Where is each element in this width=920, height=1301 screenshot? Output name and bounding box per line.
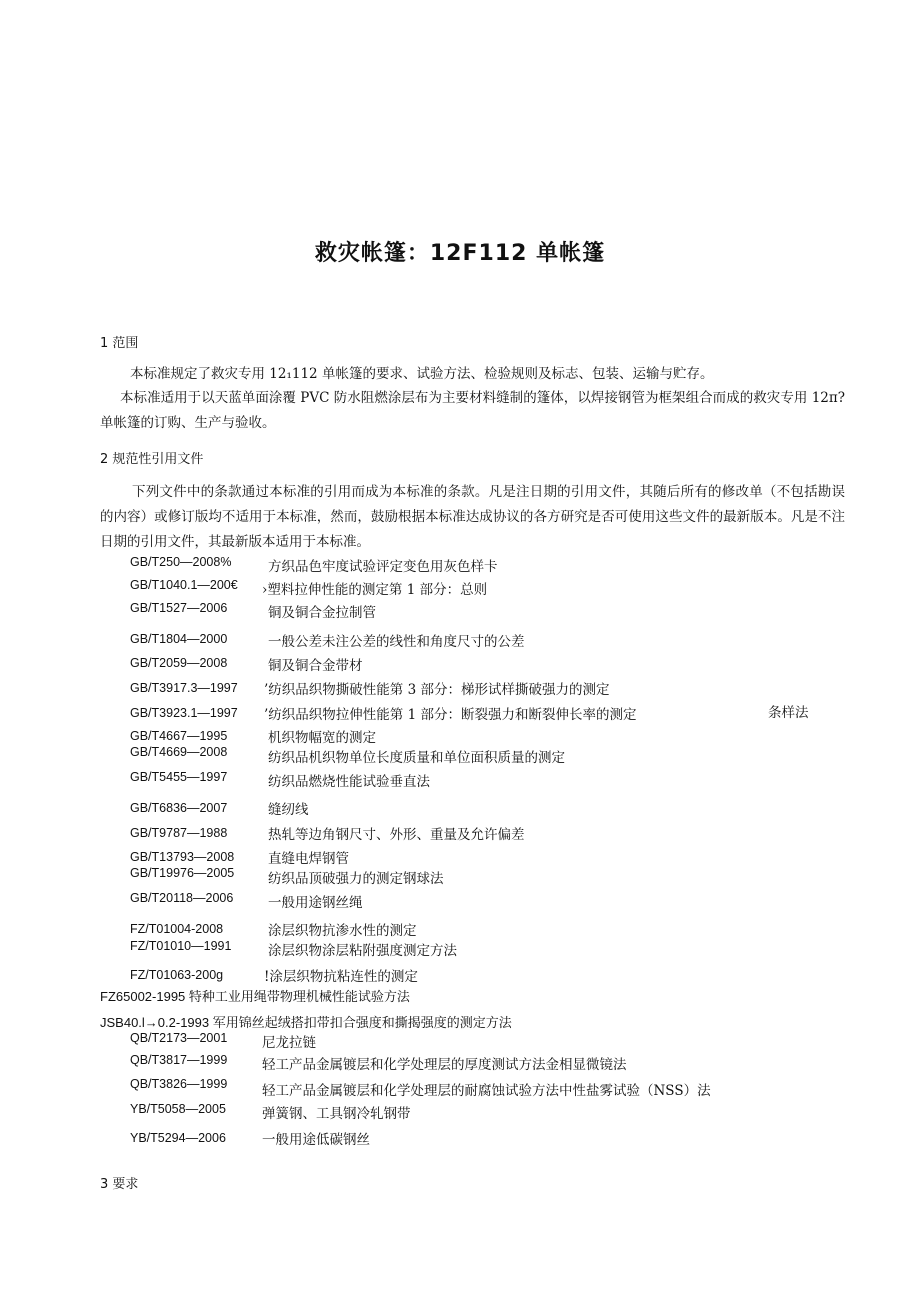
reference-title: 铜及铜合金拉制管 [268, 605, 376, 621]
reference-title: 方织品色牢度试验评定变色用灰色样卡 [268, 559, 498, 575]
reference-code: YB/T5058—2005 [130, 1102, 226, 1116]
section-2-heading: 2 规范性引用文件 [100, 452, 204, 467]
reference-code: GB/T19976—2005 [130, 866, 235, 880]
reference-title: 纺织品机织物单位长度质量和单位面积质量的测定 [268, 750, 565, 766]
reference-title: ’纺织品织物撕破性能第 3 部分：梯形试样撕破强力的测定 [264, 682, 610, 698]
section-1-paragraph-1: 本标准规定了救灾专用 12₁112 单帐篷的要求、试验方法、检验规则及标志、包装、运输与贮存。 [130, 366, 714, 382]
reference-title: 一般用途低碳钢丝 [262, 1132, 370, 1148]
reference-title: 轻工产品金属镀层和化学处理层的耐腐蚀试验方法中性盐雾试验（NSS）法 [262, 1083, 711, 1099]
reference-code: GB/T3917.3—1997 [130, 681, 238, 695]
section-3-heading: 3 要求 [100, 1177, 139, 1192]
reference-title: ›塑料拉伸性能的测定第 1 部分：总则 [262, 582, 488, 598]
reference-code: GB/T20118—2006 [130, 891, 234, 905]
reference-title: ’纺织品织物拉伸性能第 1 部分：断裂强力和断裂伸长率的测定 [264, 707, 637, 723]
reference-title: 涂层织物涂层粘附强度测定方法 [268, 943, 457, 959]
reference-code: GB/T1527—2006 [130, 601, 228, 615]
reference-title: 缝纫线 [268, 802, 309, 818]
reference-title: 轻工产品金属镀层和化学处理层的厚度测试方法金相显微镜法 [262, 1057, 627, 1073]
reference-title: 一般公差未注公差的线性和角度尺寸的公差 [268, 634, 525, 650]
reference-title: 涂层织物抗渗水性的测定 [268, 923, 417, 939]
reference-title: !涂层织物抗粘连性的测定 [264, 969, 418, 985]
section-1-paragraph-2: 本标准适用于以天蓝单面涂覆 PVC 防水阻燃涂层布为主要材料缝制的篷体，以焊接钢管为框架组合而成的救灾专用 12π?单帐篷的订购、生产与验收。 [100, 390, 845, 431]
reference-title: 弹簧钢、工具钢冷轧钢带 [262, 1106, 411, 1122]
reference-code: GB/T6836—2007 [130, 801, 228, 815]
reference-title: 机织物幅宽的测定 [268, 730, 376, 746]
reference-code: QB/T3817—1999 [130, 1053, 228, 1067]
reference-code: FZ/T01010—1991 [130, 939, 232, 953]
reference-code: FZ/T01063-200g [130, 968, 224, 982]
reference-code: GB/T2059—2008 [130, 656, 228, 670]
reference-code: QB/T2173—2001 [130, 1031, 228, 1045]
reference-full-line: FZ65002-1995 特种工业用绳带物理机械性能试验方法 [100, 989, 410, 1004]
reference-code: YB/T5294—2006 [130, 1131, 226, 1145]
reference-title: 热轧等边角钢尺寸、外形、重量及允许偏差 [268, 827, 525, 843]
reference-code: GB/T1040.1—200€ [130, 578, 238, 592]
section-1-heading: 1 范围 [100, 336, 139, 351]
reference-title: 一般用途钢丝绳 [268, 895, 363, 911]
reference-title: 尼龙拉链 [262, 1035, 316, 1051]
reference-code: FZ/T01004-2008 [130, 922, 224, 936]
reference-title: 铜及铜合金带材 [268, 658, 363, 674]
side-note: 条样法 [768, 705, 809, 721]
reference-code: GB/T5455—1997 [130, 770, 228, 784]
section-2-paragraph-1: 下列文件中的条款通过本标准的引用而成为本标准的条款。凡是注日期的引用文件，其随后所有的修改单（不包括勘误的内容）或修订版均不适用于本标准，然而，鼓励根据本标准达成协议的各方研究是否可使用这些文件的最新版本。凡是不注日期的引用文件，其最新版本适用于本标准。 [100, 484, 845, 550]
reference-code: QB/T3826—1999 [130, 1077, 228, 1091]
reference-code: GB/T3923.1—1997 [130, 706, 238, 720]
reference-title: 纺织品燃烧性能试验垂直法 [268, 774, 430, 790]
reference-code: GB/T4667—1995 [130, 729, 228, 743]
reference-code: GB/T250—2008% [130, 555, 232, 569]
reference-code: GB/T1804—2000 [130, 632, 228, 646]
reference-code: GB/T9787—1988 [130, 826, 228, 840]
reference-title: 纺织品顶破强力的测定钢球法 [268, 871, 444, 887]
reference-code: GB/T4669—2008 [130, 745, 228, 759]
page-title: 救灾帐篷：12F112 单帐篷 [314, 241, 606, 266]
reference-full-line: JSB40.l→0.2-1993 军用锦丝起绒搭扣带扣合强度和撕揭强度的测定方法 [100, 1015, 512, 1030]
reference-title: 直缝电焊钢管 [268, 851, 349, 867]
reference-code: GB/T13793—2008 [130, 850, 235, 864]
